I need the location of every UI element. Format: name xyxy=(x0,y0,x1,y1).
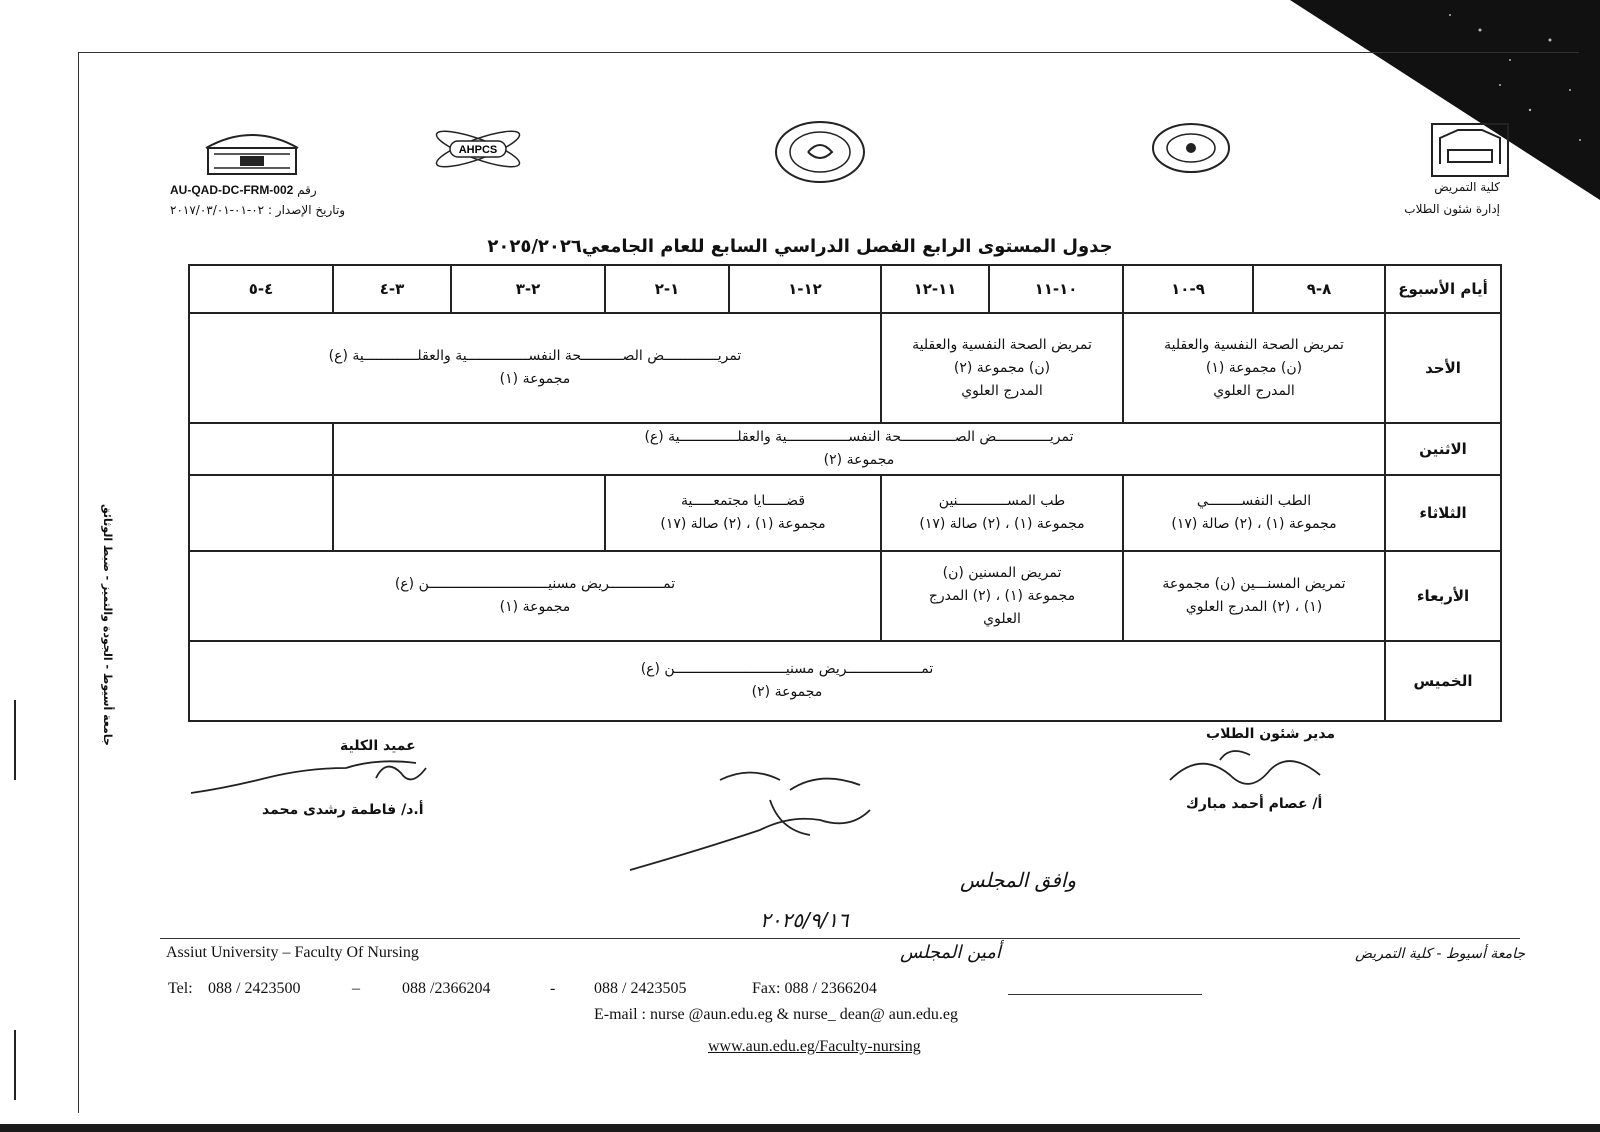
ahpcs-logo-text: AHPCS xyxy=(458,144,498,156)
table-row-thursday xyxy=(189,641,1501,721)
footer-blank-line xyxy=(1008,994,1202,995)
student-affairs-name: أ/ عصام أحمد مبارك xyxy=(1186,796,1323,812)
cell-wednesday-10-12: تمريض المسنين (ن) مجموعة (١) ، (٢) المدرج العلوي xyxy=(881,551,1123,641)
header-slot: ٩-١٠ xyxy=(1123,265,1253,313)
footer-tel-1: 088 / 2423500 xyxy=(208,980,301,997)
faculty-seal-logo xyxy=(772,118,868,186)
day-monday: الاثنين xyxy=(1385,423,1501,475)
cell-monday-4-5 xyxy=(189,423,333,475)
footer-tel-2: 088 /2366204 xyxy=(402,980,491,997)
form-code-label: رقم xyxy=(297,183,317,197)
issue-date: وتاريخ الإصدار : ٠٢-٠١-٢٠١٧/٠٣/٠١ xyxy=(170,203,346,217)
cell-sunday-8-10: تمريض الصحة النفسية والعقلية (ن) مجموعة (١) المدرج العلوي xyxy=(1123,313,1385,423)
table-row-tuesday xyxy=(189,475,1501,551)
university-crest-logo xyxy=(1428,120,1512,180)
college-name: كلية التمريض xyxy=(1434,180,1500,194)
day-tuesday: الثلاثاء xyxy=(1385,475,1501,551)
footer-university: Assiut University – Faculty Of Nursing xyxy=(166,944,419,961)
ahpcs-logo xyxy=(430,124,526,174)
table-row-sunday xyxy=(189,313,1501,423)
header-college-block xyxy=(1404,176,1500,220)
header-slot: ٨-٩ xyxy=(1253,265,1385,313)
cell-tuesday-2-4 xyxy=(333,475,605,551)
scan-mark-left xyxy=(14,700,16,780)
day-sunday: الأحد xyxy=(1385,313,1501,423)
council-secretary-note: أمين المجلس xyxy=(900,942,1001,963)
header-slot: ١٢-١ xyxy=(729,265,881,313)
scan-mark-left-bottom xyxy=(14,1030,16,1100)
cell-tuesday-8-10: الطب النفســــــــي مجموعة (١) ، (٢) صالة (١٧) xyxy=(1123,475,1385,551)
header-slot: ٤-٥ xyxy=(189,265,333,313)
footer-tel-label: Tel: xyxy=(168,980,193,997)
footer-website-link[interactable]: www.aun.edu.eg/Faculty-nursing xyxy=(708,1038,921,1055)
header-slot: ١-٢ xyxy=(605,265,729,313)
approval-date: ٢٠٢٥/٩/١٦ xyxy=(760,908,849,932)
schedule-table xyxy=(188,264,1502,722)
cell-monday-8-4: تمريـــــــــــــض الصـــــــــــــحة النفســـــــــــــــية والعقلــــــــــــــية (ع) مجموعة (٢) xyxy=(333,423,1385,475)
cell-thursday-8-5: تمــــــــــــــــــريض مسنيـــــــــــــــــــــــــــن (ع) مجموعة (٢) xyxy=(189,641,1385,721)
training-center-seal-logo xyxy=(1148,120,1234,176)
form-code: AU-QAD-DC-FRM-002 xyxy=(170,183,294,197)
day-thursday: الخميس xyxy=(1385,641,1501,721)
header-slot: ١٠-١١ xyxy=(989,265,1123,313)
dean-signature xyxy=(186,748,436,808)
header-slot: ١١-١٢ xyxy=(881,265,989,313)
cell-sunday-12-5: تمريـــــــــــــض الصــــــــــحة النفســـــــــــــــية والعقلـــــــــــــية (ع) مجموعة (١) xyxy=(189,313,881,423)
cell-tuesday-10-12: طب المســــــــــــنين مجموعة (١) ، (٢) صالة (١٧) xyxy=(881,475,1123,551)
cell-wednesday-8-10: تمريض المسنـــين (ن) مجموعة (١) ، (٢) المدرج العلوي xyxy=(1123,551,1385,641)
header-form-info xyxy=(170,180,345,220)
cell-wednesday-12-5: تمـــــــــــــريض مسنيـــــــــــــــــــــــــــــن (ع) مجموعة (١) xyxy=(189,551,881,641)
header-slot: ٣-٤ xyxy=(333,265,451,313)
dean-title: عميد الكلية xyxy=(340,738,416,754)
building-crest-logo xyxy=(200,126,304,182)
student-affairs-signature xyxy=(1160,740,1340,800)
footer-tel-3: 088 / 2423505 xyxy=(594,980,687,997)
table-row-monday xyxy=(189,423,1501,475)
footer-fax: Fax: 088 / 2366204 xyxy=(752,980,877,997)
student-affairs-title: مدير شئون الطلاب xyxy=(1206,726,1336,742)
footer-dash-1: – xyxy=(352,980,360,997)
cell-tuesday-12-2: قضـــــايا مجتمعـــــية مجموعة (١) ، (٢) صالة (١٧) xyxy=(605,475,881,551)
dean-name: أ.د/ فاطمة رشدى محمد xyxy=(262,802,424,818)
header-days-label: أيام الأسبوع xyxy=(1385,265,1501,313)
header-slot: ٢-٣ xyxy=(451,265,605,313)
cell-tuesday-4-5 xyxy=(189,475,333,551)
day-wednesday: الأربعاء xyxy=(1385,551,1501,641)
footer-email: E-mail : nurse @aun.edu.eg & nurse_ dean@ aun.edu.eg xyxy=(594,1006,959,1023)
approval-note: وافق المجلس xyxy=(960,868,1077,892)
department-name: إدارة شئون الطلاب xyxy=(1404,202,1500,216)
scan-bottom-edge xyxy=(0,1124,1600,1132)
handwritten-signature-center xyxy=(620,760,920,890)
schedule-title: جدول المستوى الرابع الفصل الدراسي السابع للعام الجامعي٢٠٢٥/٢٠٢٦ xyxy=(487,236,1113,257)
footer-dash-2: - xyxy=(550,980,556,997)
cell-sunday-10-12: تمريض الصحة النفسية والعقلية (ن) مجموعة (٢) المدرج العلوي xyxy=(881,313,1123,423)
footer-rule xyxy=(160,938,1520,939)
table-row-wednesday xyxy=(189,551,1501,641)
vertical-side-text: جامعة أسيوط - الجودة والتميز - ضبط الوثائق xyxy=(101,504,114,746)
footer-arabic: جامعة أسيوط - كلية التمريض xyxy=(1355,946,1525,962)
table-header-row xyxy=(189,265,1501,313)
